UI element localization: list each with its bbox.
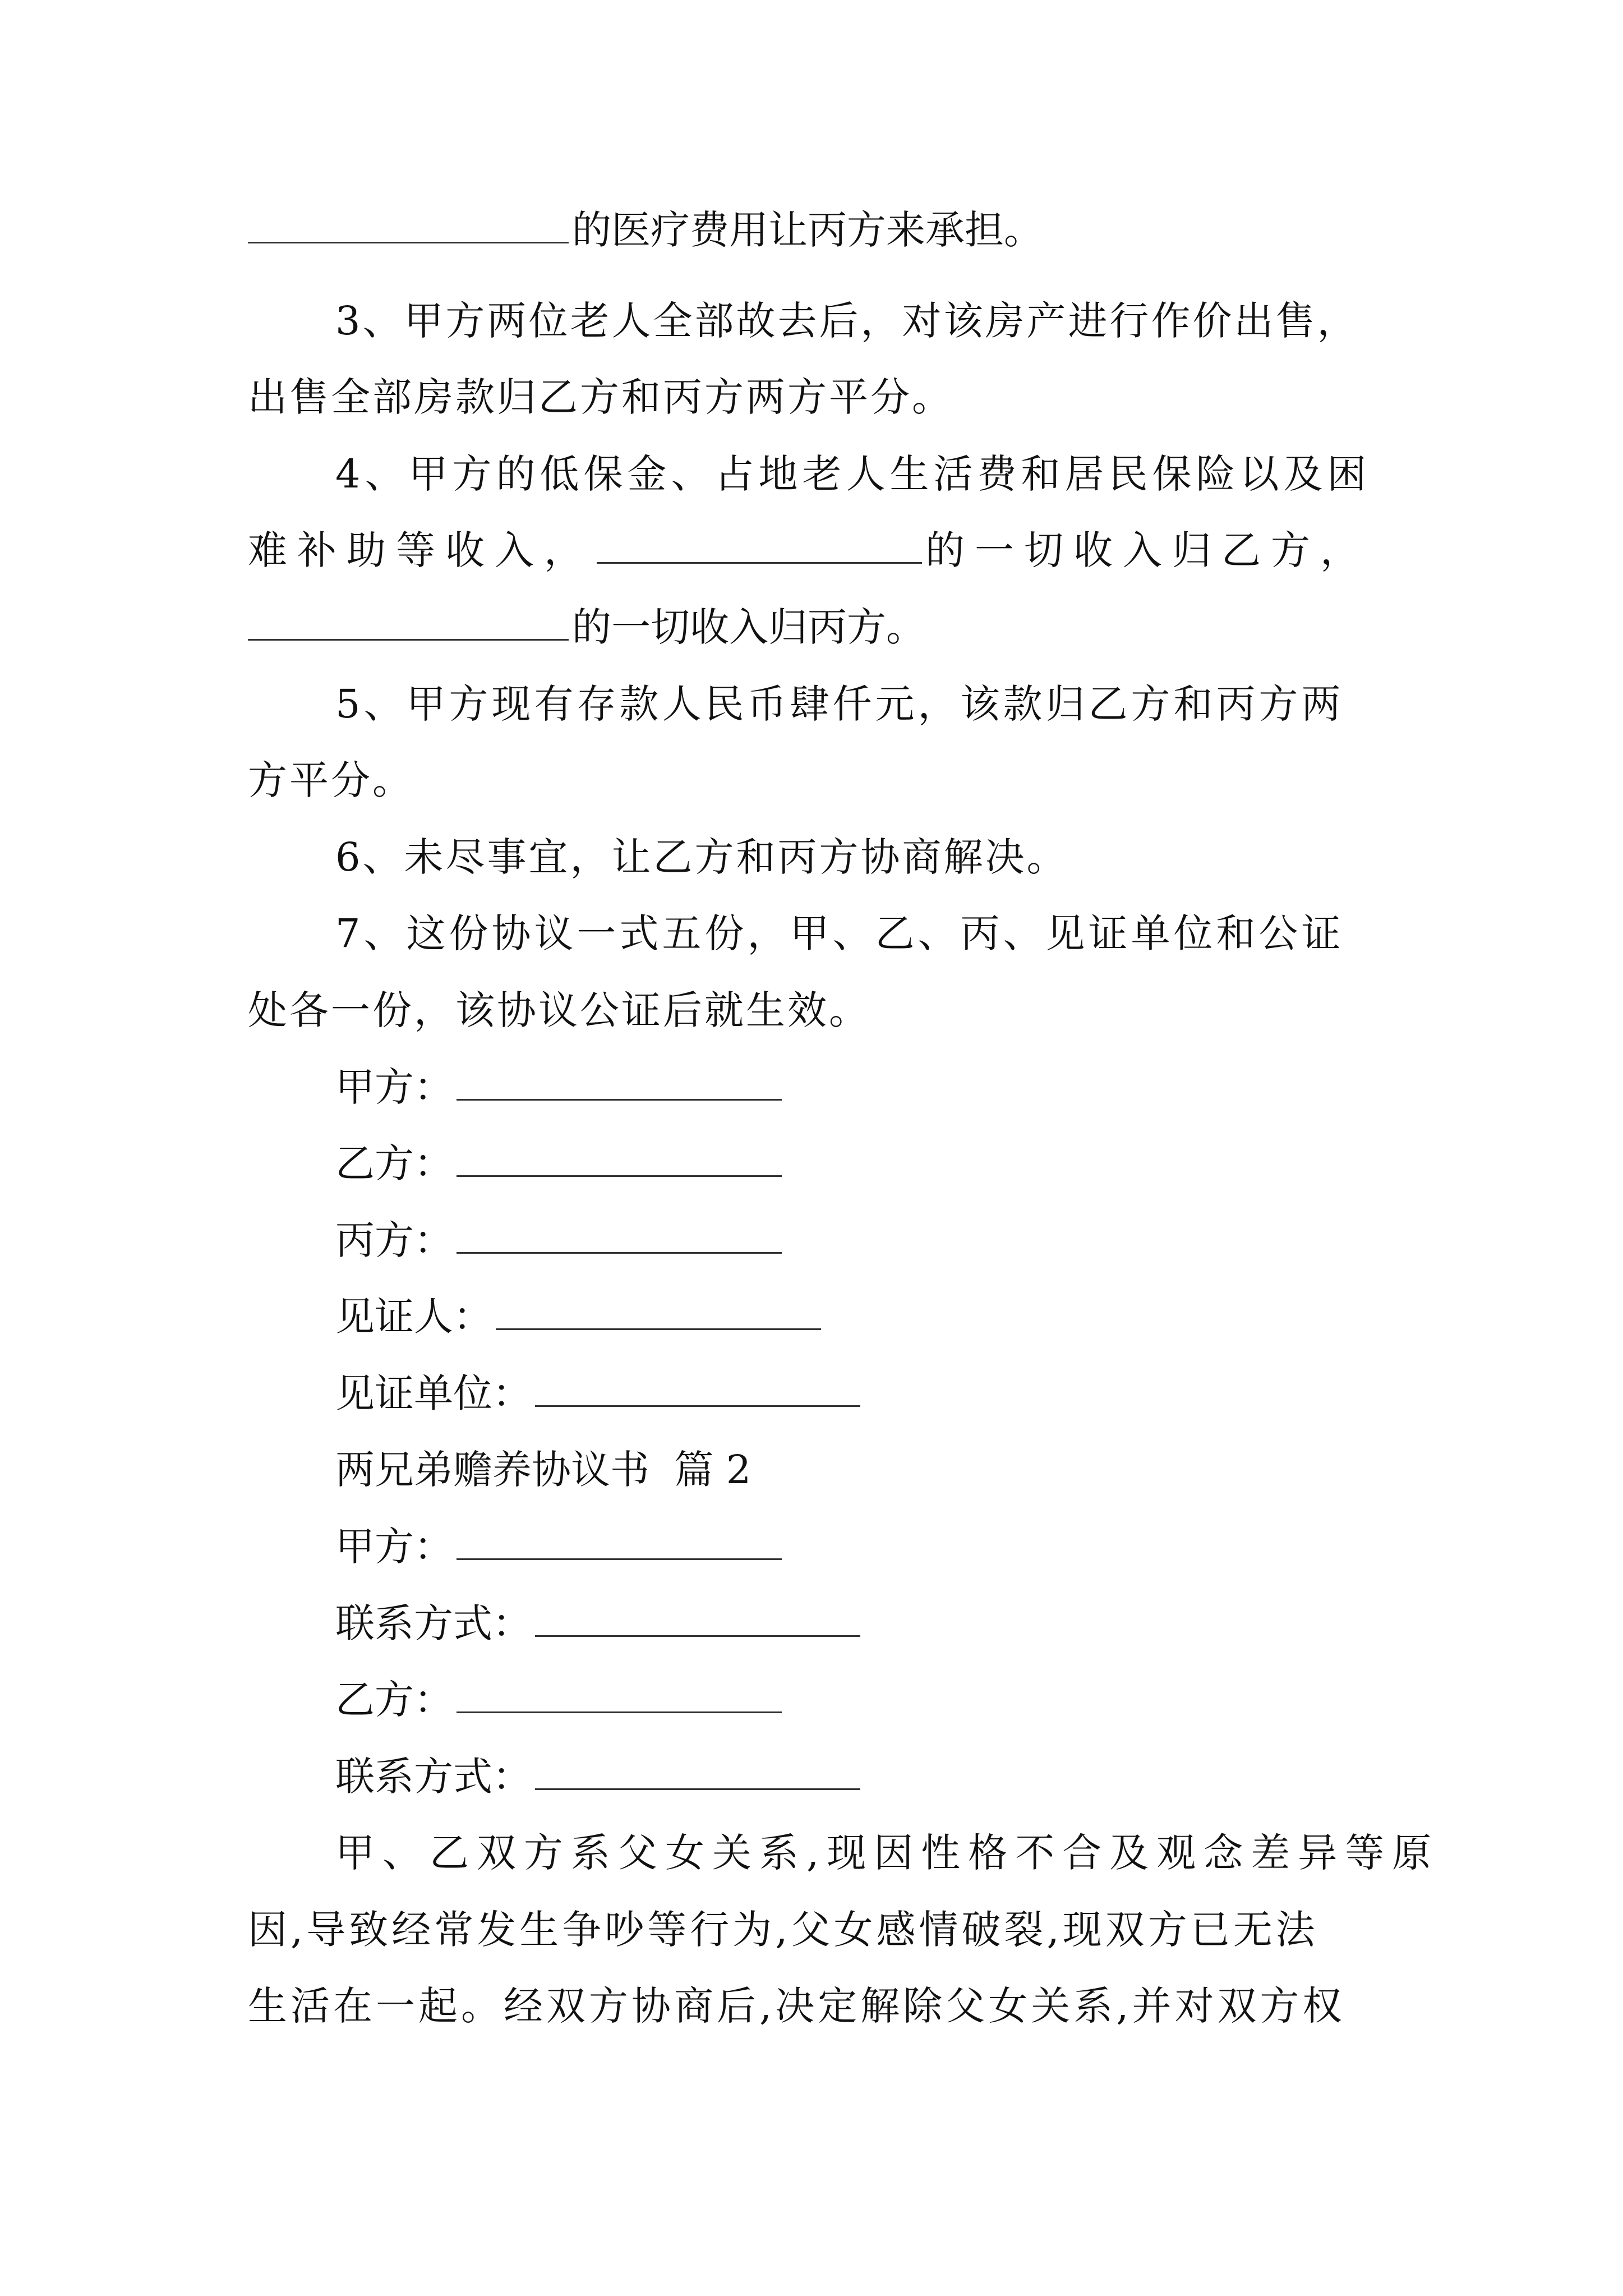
fill-blank[interactable] [248,203,569,243]
p6-line: 6、未尽事宜，让乙方和丙方协商解决。 [335,834,1068,880]
sign-witness-label: 见证人： [335,1294,492,1340]
sign-yi-label: 乙方： [335,1140,453,1186]
p5-line-2: 方平分。 [248,757,414,803]
s2-contact2-label: 联系方式： [335,1754,532,1800]
s2-para-line-3: 生活在一起。经双方协商后,决定解除父女关系,并对双方权 [248,1983,1345,2029]
p4-line-2-b: 的一切收入归乙方， [925,527,1370,573]
s2-para-line-1: 甲、乙双方系父女关系,现因性格不合及观念差异等原 [335,1830,1440,1876]
section-2-title: 两兄弟赡养协议书 篇 2 [335,1447,751,1493]
s2-contact1-row [335,1595,864,1651]
sign-jia-row [335,1059,785,1115]
p4-line-2 [248,522,1370,578]
p4-line-3 [248,599,925,655]
p1-tail-line [248,202,1043,258]
sign-witness-row [335,1289,824,1345]
p4-line-2-a: 难补助等收入， [248,527,593,573]
s2-para-line-2: 因,导致经常发生争吵等行为,父女感情破裂,现双方已无法 [248,1907,1318,1953]
sign-yi-row [335,1135,785,1191]
sign-jia-field[interactable] [457,1060,782,1101]
s2-yi-row [335,1672,785,1728]
sign-bing-label: 丙方： [335,1217,453,1263]
fill-blank[interactable] [597,523,922,564]
p3-line-1: 3、甲方两位老人全部故去后，对该房产进行作价出售， [335,298,1359,344]
sign-witness-unit-field[interactable] [535,1366,860,1407]
fill-blank[interactable] [248,600,569,641]
s2-contact1-label: 联系方式： [335,1600,532,1646]
sign-witness-field[interactable] [496,1289,821,1330]
p3-line-2: 出售全部房款归乙方和丙方两方平分。 [248,374,953,420]
s2-contact2-field[interactable] [535,1749,860,1790]
p7-line-2: 处各一份，该协议公证后就生效。 [248,987,870,1033]
s2-contact2-row [335,1749,864,1805]
s2-yi-label: 乙方： [335,1677,453,1723]
s2-yi-field[interactable] [457,1672,782,1713]
p4-line-3-text: 的一切收入归丙方。 [572,604,925,650]
sign-witness-unit-label: 见证单位： [335,1370,532,1416]
sign-yi-field[interactable] [457,1136,782,1177]
p4-line-1: 4、甲方的低保金、占地老人生活费和居民保险以及困 [335,451,1371,497]
s2-jia-row [335,1519,785,1575]
s2-contact1-field[interactable] [535,1596,860,1637]
sign-witness-unit-row [335,1365,864,1421]
p5-line-1: 5、甲方现有存款人民币肆仟元，该款归乙方和丙方两 [335,681,1344,727]
p1-tail-text: 的医疗费用让丙方来承担。 [572,207,1043,253]
s2-jia-field[interactable] [457,1519,782,1560]
sign-bing-row [335,1212,785,1268]
s2-jia-label: 甲方： [335,1524,453,1570]
sign-bing-field[interactable] [457,1213,782,1254]
p7-line-1: 7、这份协议一式五份，甲、乙、丙、见证单位和公证 [335,910,1344,956]
sign-jia-label: 甲方： [335,1064,453,1110]
